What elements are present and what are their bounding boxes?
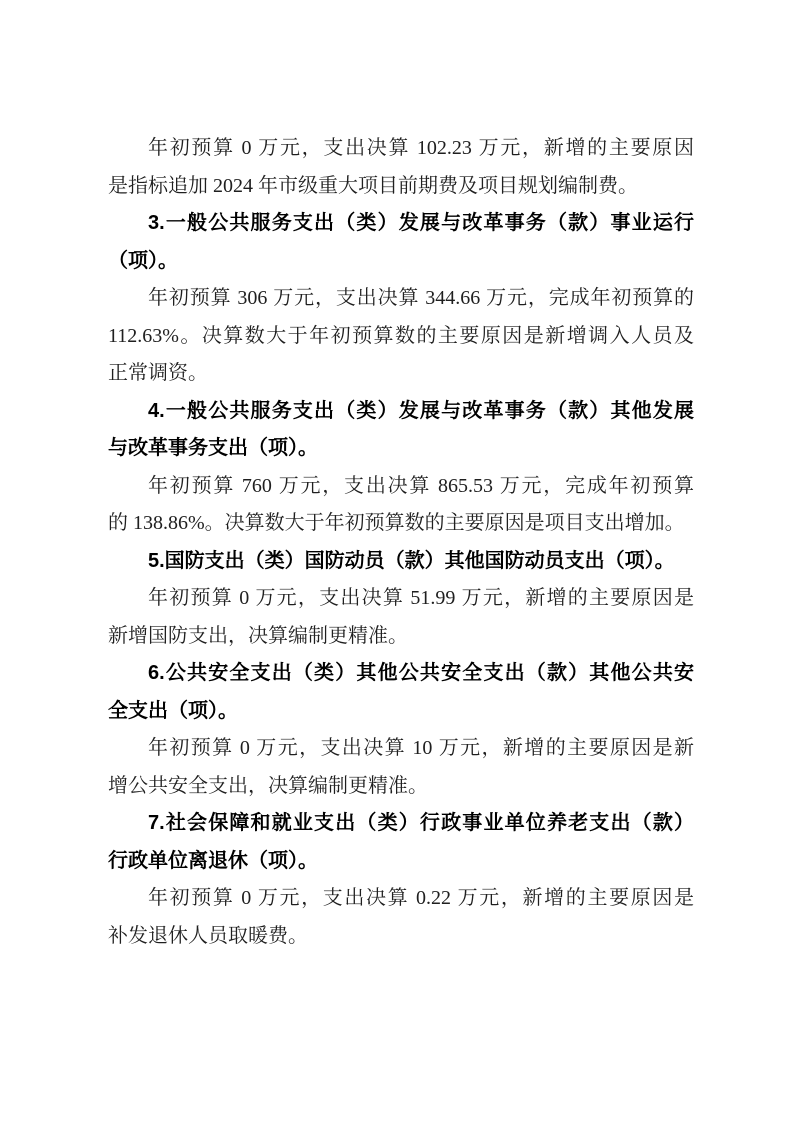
budget-note-paragraph-item2	[108, 130, 694, 205]
budget-note-paragraph-item3	[108, 280, 694, 393]
budget-note-paragraph-item6	[108, 730, 694, 805]
text-content-area	[108, 130, 694, 955]
text-line: 增公共安全支出，决算编制更精准。	[108, 774, 428, 797]
heading-line: 行政单位离退休（项）。	[108, 849, 318, 872]
heading-line: 4.一般公共服务支出（类）发展与改革事务（款）其他发展	[148, 399, 694, 422]
budget-note-paragraph-item7	[108, 880, 694, 955]
text-line: 年初预算 0 万元，支出决算 10 万元，新增的主要原因是新	[148, 737, 694, 759]
heading-line: 7.社会保障和就业支出（类）行政事业单位养老支出（款）	[148, 812, 694, 834]
text-line: 年初预算 760 万元，支出决算 865.53 万元，完成年初预算	[148, 474, 694, 497]
text-line: 是指标追加 2024 年市级重大项目前期费及项目规划编制费。	[108, 174, 638, 197]
text-line: 112.63%。决算数大于年初预算数的主要原因是新增调入人员及	[108, 324, 694, 347]
text-line: 新增国防支出，决算编制更精准。	[108, 624, 408, 647]
heading-line: （项）。	[108, 249, 178, 272]
text-line: 年初预算 0 万元，支出决算 0.22 万元，新增的主要原因是	[148, 887, 694, 909]
budget-note-paragraph-item5	[108, 580, 694, 655]
heading-line: 6.公共安全支出（类）其他公共安全支出（款）其他公共安	[148, 662, 694, 684]
heading-line: 5.国防支出（类）国防动员（款）其他国防动员支出（项）。	[148, 549, 675, 572]
text-line: 补发退休人员取暖费。	[108, 924, 308, 947]
text-line: 的 138.86%。决算数大于年初预算数的主要原因是项目支出增加。	[108, 512, 685, 534]
text-line: 年初预算 0 万元，支出决算 51.99 万元，新增的主要原因是	[148, 587, 694, 609]
budget-note-paragraph-item4	[108, 468, 694, 543]
heading-line: 与改革事务支出（项）。	[108, 437, 318, 459]
heading-line: 3.一般公共服务支出（类）发展与改革事务（款）事业运行	[148, 212, 694, 234]
text-line: 正常调资。	[108, 362, 208, 384]
section-heading-5	[108, 543, 694, 581]
section-heading-4	[108, 393, 694, 468]
section-heading-3	[108, 205, 694, 280]
heading-line: 全支出（项）。	[108, 699, 238, 722]
text-line: 年初预算 306 万元，支出决算 344.66 万元，完成年初预算的	[148, 287, 694, 309]
section-heading-7	[108, 805, 694, 880]
text-line: 年初预算 0 万元，支出决算 102.23 万元，新增的主要原因	[148, 137, 694, 159]
section-heading-6	[108, 655, 694, 730]
